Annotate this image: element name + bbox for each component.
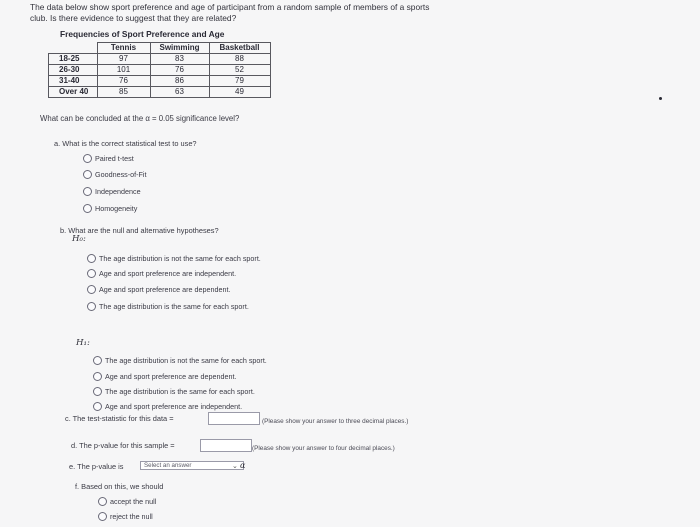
alpha-symbol: α	[240, 461, 246, 470]
option-label: Homogeneity	[95, 204, 138, 213]
p-value-input[interactable]	[200, 439, 252, 452]
question-a: a. What is the correct statistical test to use?	[54, 139, 197, 148]
radio-button[interactable]	[98, 497, 107, 506]
table-corner	[49, 43, 98, 54]
h0-option-3[interactable]	[87, 285, 230, 294]
option-label: Age and sport preference are independent.	[105, 402, 243, 411]
table-cell: 49	[209, 87, 270, 98]
row-header: 31-40	[49, 76, 98, 87]
option-label: Goodness-of-Fit	[95, 170, 147, 179]
table-cell: 76	[97, 76, 150, 87]
table-row	[49, 54, 271, 65]
table-cell: 52	[209, 65, 270, 76]
chevron-down-icon[interactable]: ⌄	[232, 463, 238, 470]
option-label: Age and sport preference are dependent.	[99, 285, 231, 294]
option-homogeneity[interactable]	[83, 204, 137, 213]
option-label: accept the null	[110, 497, 157, 506]
row-header: 26-30	[49, 65, 98, 76]
column-header: Swimming	[150, 43, 209, 54]
h1-option-2[interactable]	[93, 372, 236, 381]
option-paired-t-test[interactable]	[83, 154, 134, 163]
p-value-comparison-select[interactable]	[140, 461, 244, 470]
option-independence[interactable]	[83, 187, 141, 196]
option-label: The age distribution is the same for each sport.	[99, 302, 249, 311]
option-accept-null[interactable]	[98, 497, 156, 506]
table-title: Frequencies of Sport Preference and Age	[60, 29, 225, 39]
table-cell: 101	[97, 65, 150, 76]
column-header: Basketball	[209, 43, 270, 54]
test-statistic-input[interactable]	[208, 412, 260, 425]
radio-button[interactable]	[83, 187, 92, 196]
radio-button[interactable]	[93, 402, 102, 411]
intro-line-2: club. Is there evidence to suggest that they are related?	[30, 13, 237, 23]
radio-button[interactable]	[87, 302, 96, 311]
frequency-table	[48, 42, 271, 98]
problem-intro	[30, 2, 429, 24]
table-row	[49, 87, 271, 98]
table-cell: 79	[209, 76, 270, 87]
h1-option-1[interactable]	[93, 356, 267, 365]
table-cell: 85	[97, 87, 150, 98]
option-goodness-of-fit[interactable]	[83, 170, 147, 179]
table-cell: 88	[209, 54, 270, 65]
radio-button[interactable]	[83, 154, 92, 163]
test-statistic-hint: (Please show your answer to three decimal places.)	[262, 418, 409, 425]
conclusion-prompt: What can be concluded at the α = 0.05 significance level?	[40, 114, 240, 123]
radio-button[interactable]	[93, 356, 102, 365]
option-label: Independence	[95, 187, 141, 196]
question-c: c. The test-statistic for this data =	[65, 414, 174, 423]
h0-option-1[interactable]	[87, 254, 261, 263]
table-cell: 83	[150, 54, 209, 65]
table-row	[49, 65, 271, 76]
row-header: 18-25	[49, 54, 98, 65]
h1-label: H₁:	[76, 338, 90, 348]
option-label: Age and sport preference are dependent.	[105, 372, 237, 381]
table-cell: 86	[150, 76, 209, 87]
radio-button[interactable]	[98, 512, 107, 521]
radio-button[interactable]	[83, 170, 92, 179]
question-d: d. The p-value for this sample =	[71, 441, 175, 450]
intro-line-1: The data below show sport preference and age of participant from a random sample of members of a sports	[30, 2, 430, 12]
h0-option-4[interactable]	[87, 302, 249, 311]
radio-button[interactable]	[93, 387, 102, 396]
radio-button[interactable]	[93, 372, 102, 381]
option-label: Paired t-test	[95, 154, 134, 163]
option-label: Age and sport preference are independent.	[99, 269, 237, 278]
question-e: e. The p-value is	[69, 462, 124, 471]
p-value-hint: (Please show your answer to four decimal places.)	[252, 445, 395, 452]
option-reject-null[interactable]	[98, 512, 153, 521]
option-label: The age distribution is the same for each sport.	[105, 387, 255, 396]
radio-button[interactable]	[87, 254, 96, 263]
h0-option-2[interactable]	[87, 269, 236, 278]
option-label: reject the null	[110, 512, 153, 521]
table-cell: 97	[97, 54, 150, 65]
column-header: Tennis	[97, 43, 150, 54]
radio-button[interactable]	[83, 204, 92, 213]
option-label: The age distribution is not the same for each sport.	[99, 254, 261, 263]
option-label: The age distribution is not the same for each sport.	[105, 356, 267, 365]
table-cell: 63	[150, 87, 209, 98]
question-b: b. What are the null and alternative hypotheses?	[60, 226, 219, 235]
radio-button[interactable]	[87, 269, 96, 278]
table-row	[49, 76, 271, 87]
select-value: Select an answer	[144, 462, 192, 469]
h1-option-3[interactable]	[93, 387, 255, 396]
row-header: Over 40	[49, 87, 98, 98]
stray-dot	[659, 97, 662, 100]
table-cell: 76	[150, 65, 209, 76]
table-header-row	[49, 43, 271, 54]
h0-label: H₀:	[72, 234, 86, 244]
h1-option-4[interactable]	[93, 402, 242, 411]
question-f: f. Based on this, we should	[75, 482, 164, 491]
radio-button[interactable]	[87, 285, 96, 294]
